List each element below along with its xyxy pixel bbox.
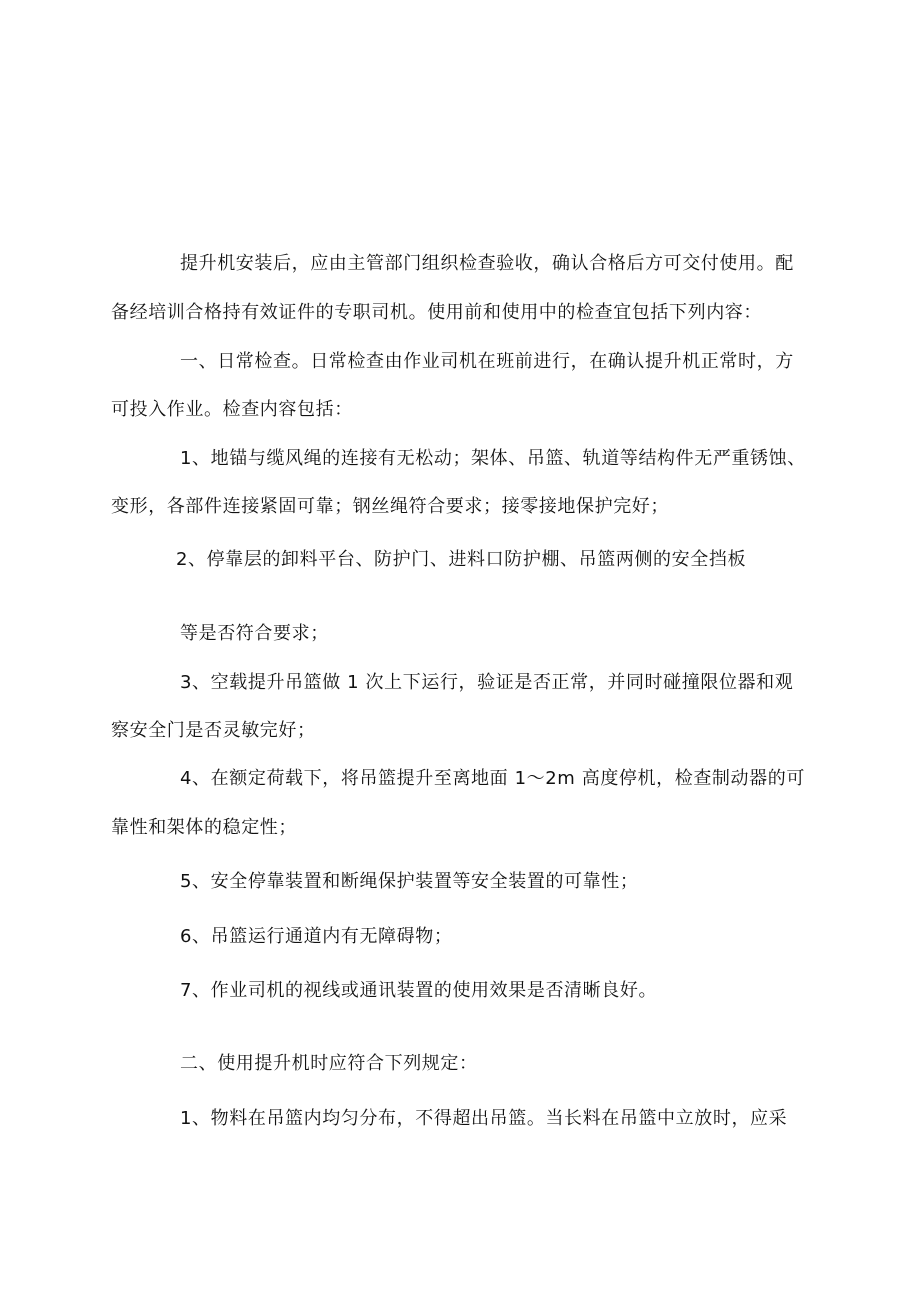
item-1-line-2: 变形，各部件连接紧固可靠；钢丝绳符合要求；接零接地保护完好； (111, 496, 669, 517)
paragraph-intro-line-1: 提升机安装后，应由主管部门组织检查验收，确认合格后方可交付使用。配 (180, 253, 794, 274)
item-4-line-1: 4、在额定荷载下，将吊篮提升至离地面 1～2m 高度停机，检查制动器的可 (180, 768, 805, 789)
section-two-heading: 二、使用提升机时应符合下列规定： (180, 1053, 478, 1074)
paragraph-intro-line-2: 备经培训合格持有效证件的专职司机。使用前和使用中的检查宜包括下列内容： (111, 302, 762, 323)
item-4-line-2: 靠性和架体的稳定性； (111, 817, 297, 838)
item-2-line-1: 2、停靠层的卸料平台、防护门、进料口防护棚、吊篮两侧的安全挡板 (176, 549, 747, 570)
item-2-line-2: 等是否符合要求； (180, 623, 329, 644)
section-one-heading-line-2: 可投入作业。检查内容包括： (111, 399, 353, 420)
section-two-item-1-line-1: 1、物料在吊篮内均匀分布，不得超出吊篮。当长料在吊篮中立放时，应采 (180, 1108, 788, 1129)
item-3-line-1: 3、空载提升吊篮做 1 次上下运行，验证是否正常，并同时碰撞限位器和观 (180, 672, 794, 693)
item-1-line-1: 1、地锚与缆风绳的连接有无松动；架体、吊篮、轨道等结构件无严重锈蚀、 (180, 448, 806, 469)
item-7: 7、作业司机的视线或通讯装置的使用效果是否清晰良好。 (180, 980, 658, 1001)
item-6: 6、吊篮运行通道内有无障碍物； (180, 926, 453, 947)
section-one-heading-line-1: 一、日常检查。日常检查由作业司机在班前进行，在确认提升机正常时，方 (180, 351, 794, 372)
item-5: 5、安全停靠装置和断绳保护装置等安全装置的可靠性； (180, 871, 639, 892)
item-3-line-2: 察安全门是否灵敏完好； (111, 720, 316, 741)
